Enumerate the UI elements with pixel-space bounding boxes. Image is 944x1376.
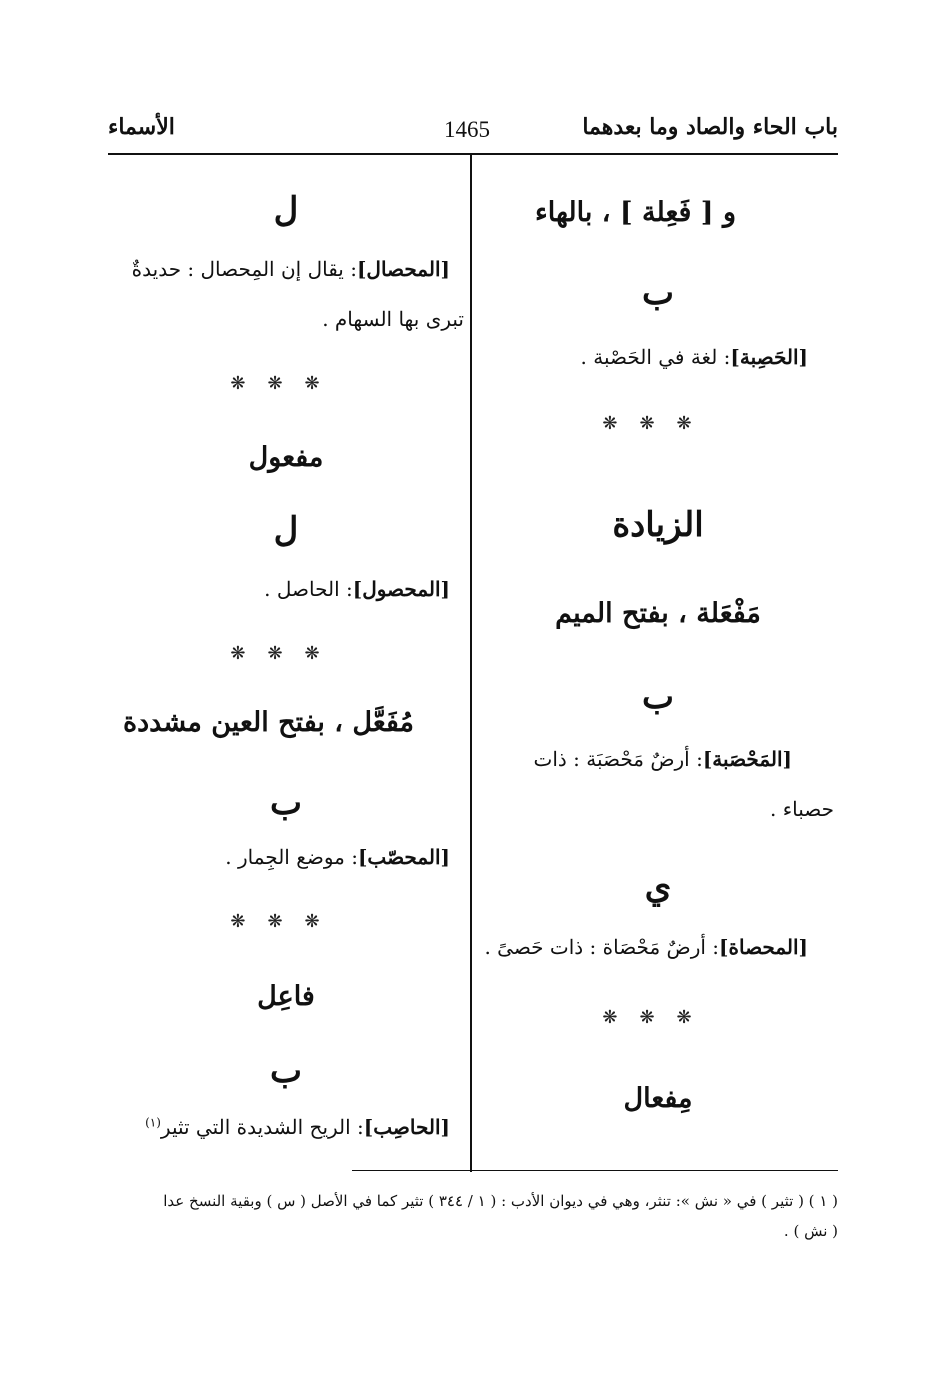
section-heading-ziyada: الزيادة [612,505,704,545]
footnote-line: ( ١ ) ( تثير ) في « نش »: تنثر، وهي في ديوان الأدب : ( ١ / ٣٤٤ ) تثير كما في الأصل ( س ) وبقية النسخ عدا [163,1192,838,1210]
entry-hasib [145,1115,450,1139]
letter-heading: ي [644,867,672,907]
entry-term: [الحَصِبة] [730,345,808,369]
separator-stars: ❋❋❋ [230,373,342,394]
entry-mahsool [264,577,450,601]
entry-text: : أرضٌ مَحْصَبَة : ذات [533,747,703,771]
heading-faala: و [ فَعِلة ] ، بالهاء [535,197,736,228]
letter-heading: ب [641,273,674,313]
column-divider [470,155,472,1172]
separator-stars: ❋❋❋ [602,413,714,434]
heading-mufaal: مُفَعَّل ، بفتح العين مشددة [122,707,414,738]
entry-mihsal [132,257,450,281]
section-title: الأسماء [108,114,175,140]
entry-continuation: تبرى بها السهام . [322,307,464,331]
entry-continuation: حصباء . [770,797,834,821]
header-rule [108,153,838,155]
entry-text: : الريح الشديدة التي تثير [160,1115,364,1139]
entry-text: : لغة في الحَصْبة . [580,345,731,369]
entry-term: [المَحْصَبة] [702,747,792,771]
separator-stars: ❋❋❋ [230,911,342,932]
entry-text: : موضع الجِمار . [225,845,358,869]
entry-term: [المحصاة] [719,935,808,959]
entry-term: [المحصول] [352,577,450,601]
separator-stars: ❋❋❋ [602,1007,714,1028]
heading-fail: فاعِل [257,981,315,1012]
letter-heading: ب [269,783,302,823]
letter-heading: ل [273,510,299,550]
entry-text: : الحاصل . [264,577,353,601]
heading-mafala: مَفْعَلة ، بفتح الميم [555,598,761,629]
heading-mifal: مِفعال [623,1083,693,1114]
entry-muhassab [225,845,450,869]
footnote-rule [352,1170,838,1171]
entry-text: : أرضٌ مَحْصَاة : ذات حَصىً . [484,935,720,959]
footnote-marker: (١) [145,1115,161,1130]
entry-mahsat [484,935,808,959]
letter-heading: ب [641,677,674,717]
page-number: 1465 [444,117,490,142]
footnote [108,1186,838,1246]
entry-term: [المحصال] [356,257,450,281]
entry-mahsaba [534,747,792,771]
running-header [108,114,838,154]
entry-text: : يقال إن المِحصال : حديدةٌ [131,257,357,281]
letter-heading: ل [273,190,299,230]
entry-term: [الحاصِب] [363,1115,450,1139]
entry-term: [المحصّب] [357,845,450,869]
separator-stars: ❋❋❋ [230,643,342,664]
heading-mafool: مفعول [248,442,324,473]
chapter-title: باب الحاء والصاد وما بعدهما [582,114,838,140]
entry-hasiba [581,345,808,369]
footnote-line: ( نش ) . [783,1222,838,1240]
letter-heading: ب [269,1051,302,1091]
